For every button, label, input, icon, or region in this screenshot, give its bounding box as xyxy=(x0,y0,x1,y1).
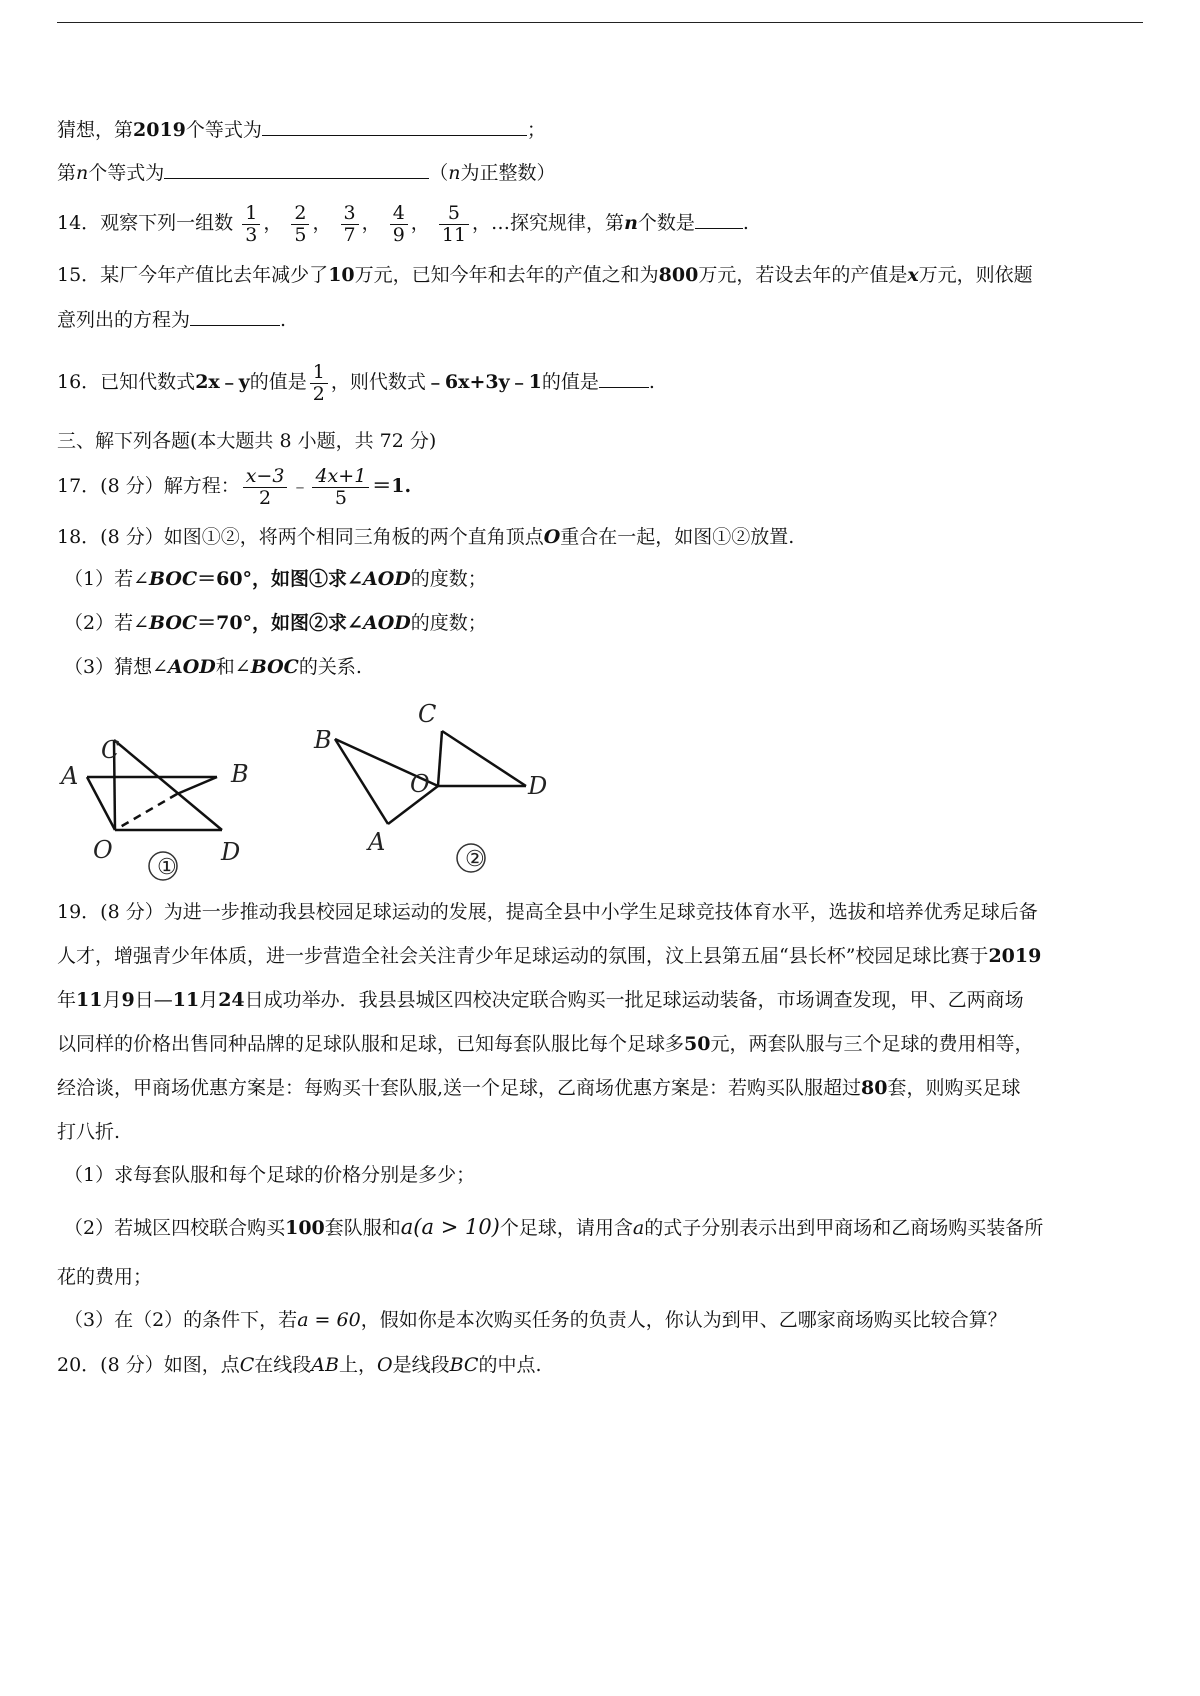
conjecture-2019-line: 猜想，第2019个等式为 ； xyxy=(57,115,546,143)
fig1-label-A: A xyxy=(61,762,79,790)
fig2-label-D: D xyxy=(528,772,548,800)
question-18-part-2: （2）若∠BOC＝70°，如图②求∠AOD的度数； xyxy=(64,612,487,634)
fig2-caption: ② xyxy=(465,847,485,872)
fraction-5-11: $\frac{5}{11}$ xyxy=(439,203,469,246)
answer-blank[interactable] xyxy=(262,115,527,136)
fraction-2-5: $\frac{2}{5}$ xyxy=(291,203,309,246)
answer-blank[interactable] xyxy=(695,208,743,229)
answer-blank[interactable] xyxy=(190,305,280,326)
question-16: 16．已知代数式2x﹣y的值是 $\frac{1}{2}$ ，则代数式﹣6x+3y﹣1的值是 . xyxy=(57,360,655,405)
question-15-line-1: 15．某厂今年产值比去年减少了10万元，已知今年和去年的产值之和为800万元，若设去年的产值是x万元，则依题 xyxy=(57,264,1033,286)
question-18-part-3: （3）猜想∠AOD和∠BOC的关系. xyxy=(64,656,362,678)
fig1-label-B: B xyxy=(231,760,249,788)
question-14: 14．观察下列一组数 $\frac{1}{3}$ ， $\frac{2}{5}$ ， $\frac{3}{7}$ ， $\frac{4}{9}$ ， $\frac{5}{11}$ ，…探究规律，第n个数是 . xyxy=(57,201,749,246)
question-15-line-2: 意列出的方程为 . xyxy=(57,305,286,333)
question-19-part-3: （3）在（2）的条件下，若a = 60，假如你是本次购买任务的负责人，你认为到甲、乙哪家商场购买比较合算？ xyxy=(64,1309,1007,1331)
question-19-line-5: 经洽谈，甲商场优惠方案是：每购买十套队服,送一个足球，乙商场优惠方案是：若购买队服超过80套，则购买足球 xyxy=(57,1077,1021,1099)
fig2-label-B: B xyxy=(314,726,332,754)
question-19-line-3: 年11月9日—11月24日成功举办．我县县城区四校决定联合购买一批足球运动装备，市场调查发现，甲、乙两商场 xyxy=(57,989,1024,1011)
question-18: 18．(8 分）如图①②，将两个相同三角板的两个直角顶点O重合在一起，如图①②放置. xyxy=(57,526,795,548)
figure-2-triangles xyxy=(314,686,568,886)
question-19-part-2-line-2: 花的费用； xyxy=(57,1266,153,1288)
answer-blank[interactable] xyxy=(599,367,649,388)
section-3-heading: 三、解下列各题(本大题共 8 小题，共 72 分) xyxy=(57,430,437,452)
question-18-part-1: （1）若∠BOC＝60°，如图①求∠AOD的度数； xyxy=(64,568,487,590)
fraction-1-2: $\frac{1}{2}$ xyxy=(310,362,328,405)
fig1-label-O: O xyxy=(93,836,113,864)
conjecture-n-line: 第n个等式为 （n为正整数） xyxy=(57,158,556,186)
question-19-line-2: 人才，增强青少年体质，进一步营造全社会关注青少年足球运动的氛围，汶上县第五届“县长杯”校园足球比赛于2019 xyxy=(57,945,1042,967)
question-19-part-1: （1）求每套队服和每个足球的价格分别是多少； xyxy=(64,1164,476,1186)
fraction-4-9: $\frac{4}{9}$ xyxy=(390,203,408,246)
question-19-line-6: 打八折. xyxy=(57,1121,121,1143)
question-19-part-2: （2）若城区四校联合购买100套队服和a(a > 10)个足球，请用含a的式子分别表示出到甲商场和乙商场购买装备所 xyxy=(64,1215,1044,1239)
fig1-label-D: D xyxy=(221,838,241,866)
question-19-line-1: 19．(8 分）为进一步推动我县校园足球运动的发展，提高全县中小学生足球竞技体育水平，选拔和培养优秀足球后备 xyxy=(57,901,1038,923)
fig2-label-O: O xyxy=(410,770,430,798)
question-19-line-4: 以同样的价格出售同种品牌的足球队服和足球，已知每套队服比每个足球多50元，两套队服与三个足球的费用相等， xyxy=(57,1033,1034,1055)
question-20: 20．(8 分）如图，点C在线段AB上，O是线段BC的中点. xyxy=(57,1354,542,1376)
fig1-label-C: C xyxy=(101,736,120,764)
fig2-label-A: A xyxy=(368,828,386,856)
question-17: 17．(8 分）解方程： $\frac{x-3}{2}$ ﹣ $\frac{4x+1}{5}$ ＝1. xyxy=(57,464,412,509)
answer-blank[interactable] xyxy=(164,158,429,179)
fraction-4x-plus-1-over-5: $\frac{4x+1}{5}$ xyxy=(312,466,369,509)
figure-1-triangles xyxy=(55,732,295,882)
fraction-1-3: $\frac{1}{3}$ xyxy=(242,203,260,246)
fraction-x-minus-3-over-2: $\frac{x-3}{2}$ xyxy=(243,466,288,509)
fraction-3-7: $\frac{3}{7}$ xyxy=(341,203,359,246)
fig1-caption: ① xyxy=(157,855,177,880)
fig2-label-C: C xyxy=(418,700,437,728)
header-rule xyxy=(57,22,1143,23)
